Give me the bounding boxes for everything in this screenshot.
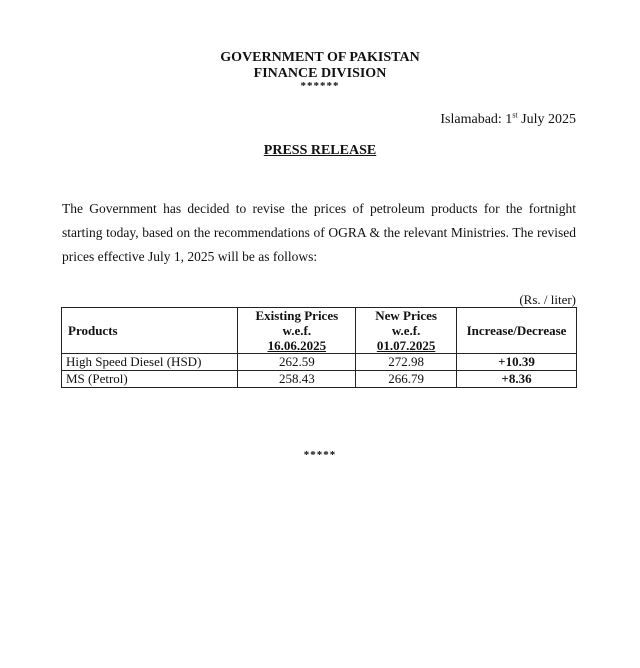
unit-note: (Rs. / liter) bbox=[519, 292, 576, 307]
dateline-ordinal: st bbox=[512, 110, 518, 120]
header-stars: ****** bbox=[300, 80, 340, 92]
price-change: +8.36 bbox=[457, 371, 577, 388]
header-change: Increase/Decrease bbox=[457, 308, 577, 354]
footer-stars: ***** bbox=[303, 449, 337, 461]
header-new-line1: New Prices bbox=[375, 308, 437, 323]
table-header-row bbox=[62, 308, 577, 354]
header-existing-line3: 16.06.2025 bbox=[267, 338, 327, 353]
dateline-prefix: Islamabad: 1 bbox=[440, 112, 513, 127]
product-name: MS (Petrol) bbox=[62, 371, 238, 388]
body-paragraph: The Government has decided to revise the prices of petroleum products for the fortnight starting today, based on the recommendations of OGRA & the relevant Ministries. The revised prices effective July 1, 2025 will be as follows: bbox=[62, 201, 576, 264]
price-change: +10.39 bbox=[457, 354, 577, 371]
header-new-line3: 01.07.2025 bbox=[376, 338, 436, 353]
header-new-prices bbox=[356, 308, 457, 354]
header-existing-prices bbox=[238, 308, 356, 354]
header-new-line2: w.e.f. bbox=[391, 323, 421, 338]
existing-price: 258.43 bbox=[238, 371, 356, 388]
header-existing-line2: w.e.f. bbox=[282, 323, 312, 338]
prices-table bbox=[61, 307, 577, 388]
existing-price: 262.59 bbox=[238, 354, 356, 371]
table-row bbox=[62, 354, 577, 371]
header-existing-line1: Existing Prices bbox=[255, 308, 339, 323]
header-government: GOVERNMENT OF PAKISTAN bbox=[220, 50, 420, 65]
dateline-suffix: July 2025 bbox=[517, 112, 576, 127]
page-title: PRESS RELEASE bbox=[263, 143, 377, 158]
header-division: FINANCE DIVISION bbox=[253, 66, 387, 81]
dateline bbox=[440, 112, 576, 128]
new-price: 272.98 bbox=[356, 354, 457, 371]
new-price: 266.79 bbox=[356, 371, 457, 388]
header-products: Products bbox=[62, 308, 238, 354]
table-row bbox=[62, 371, 577, 388]
product-name: High Speed Diesel (HSD) bbox=[62, 354, 238, 371]
